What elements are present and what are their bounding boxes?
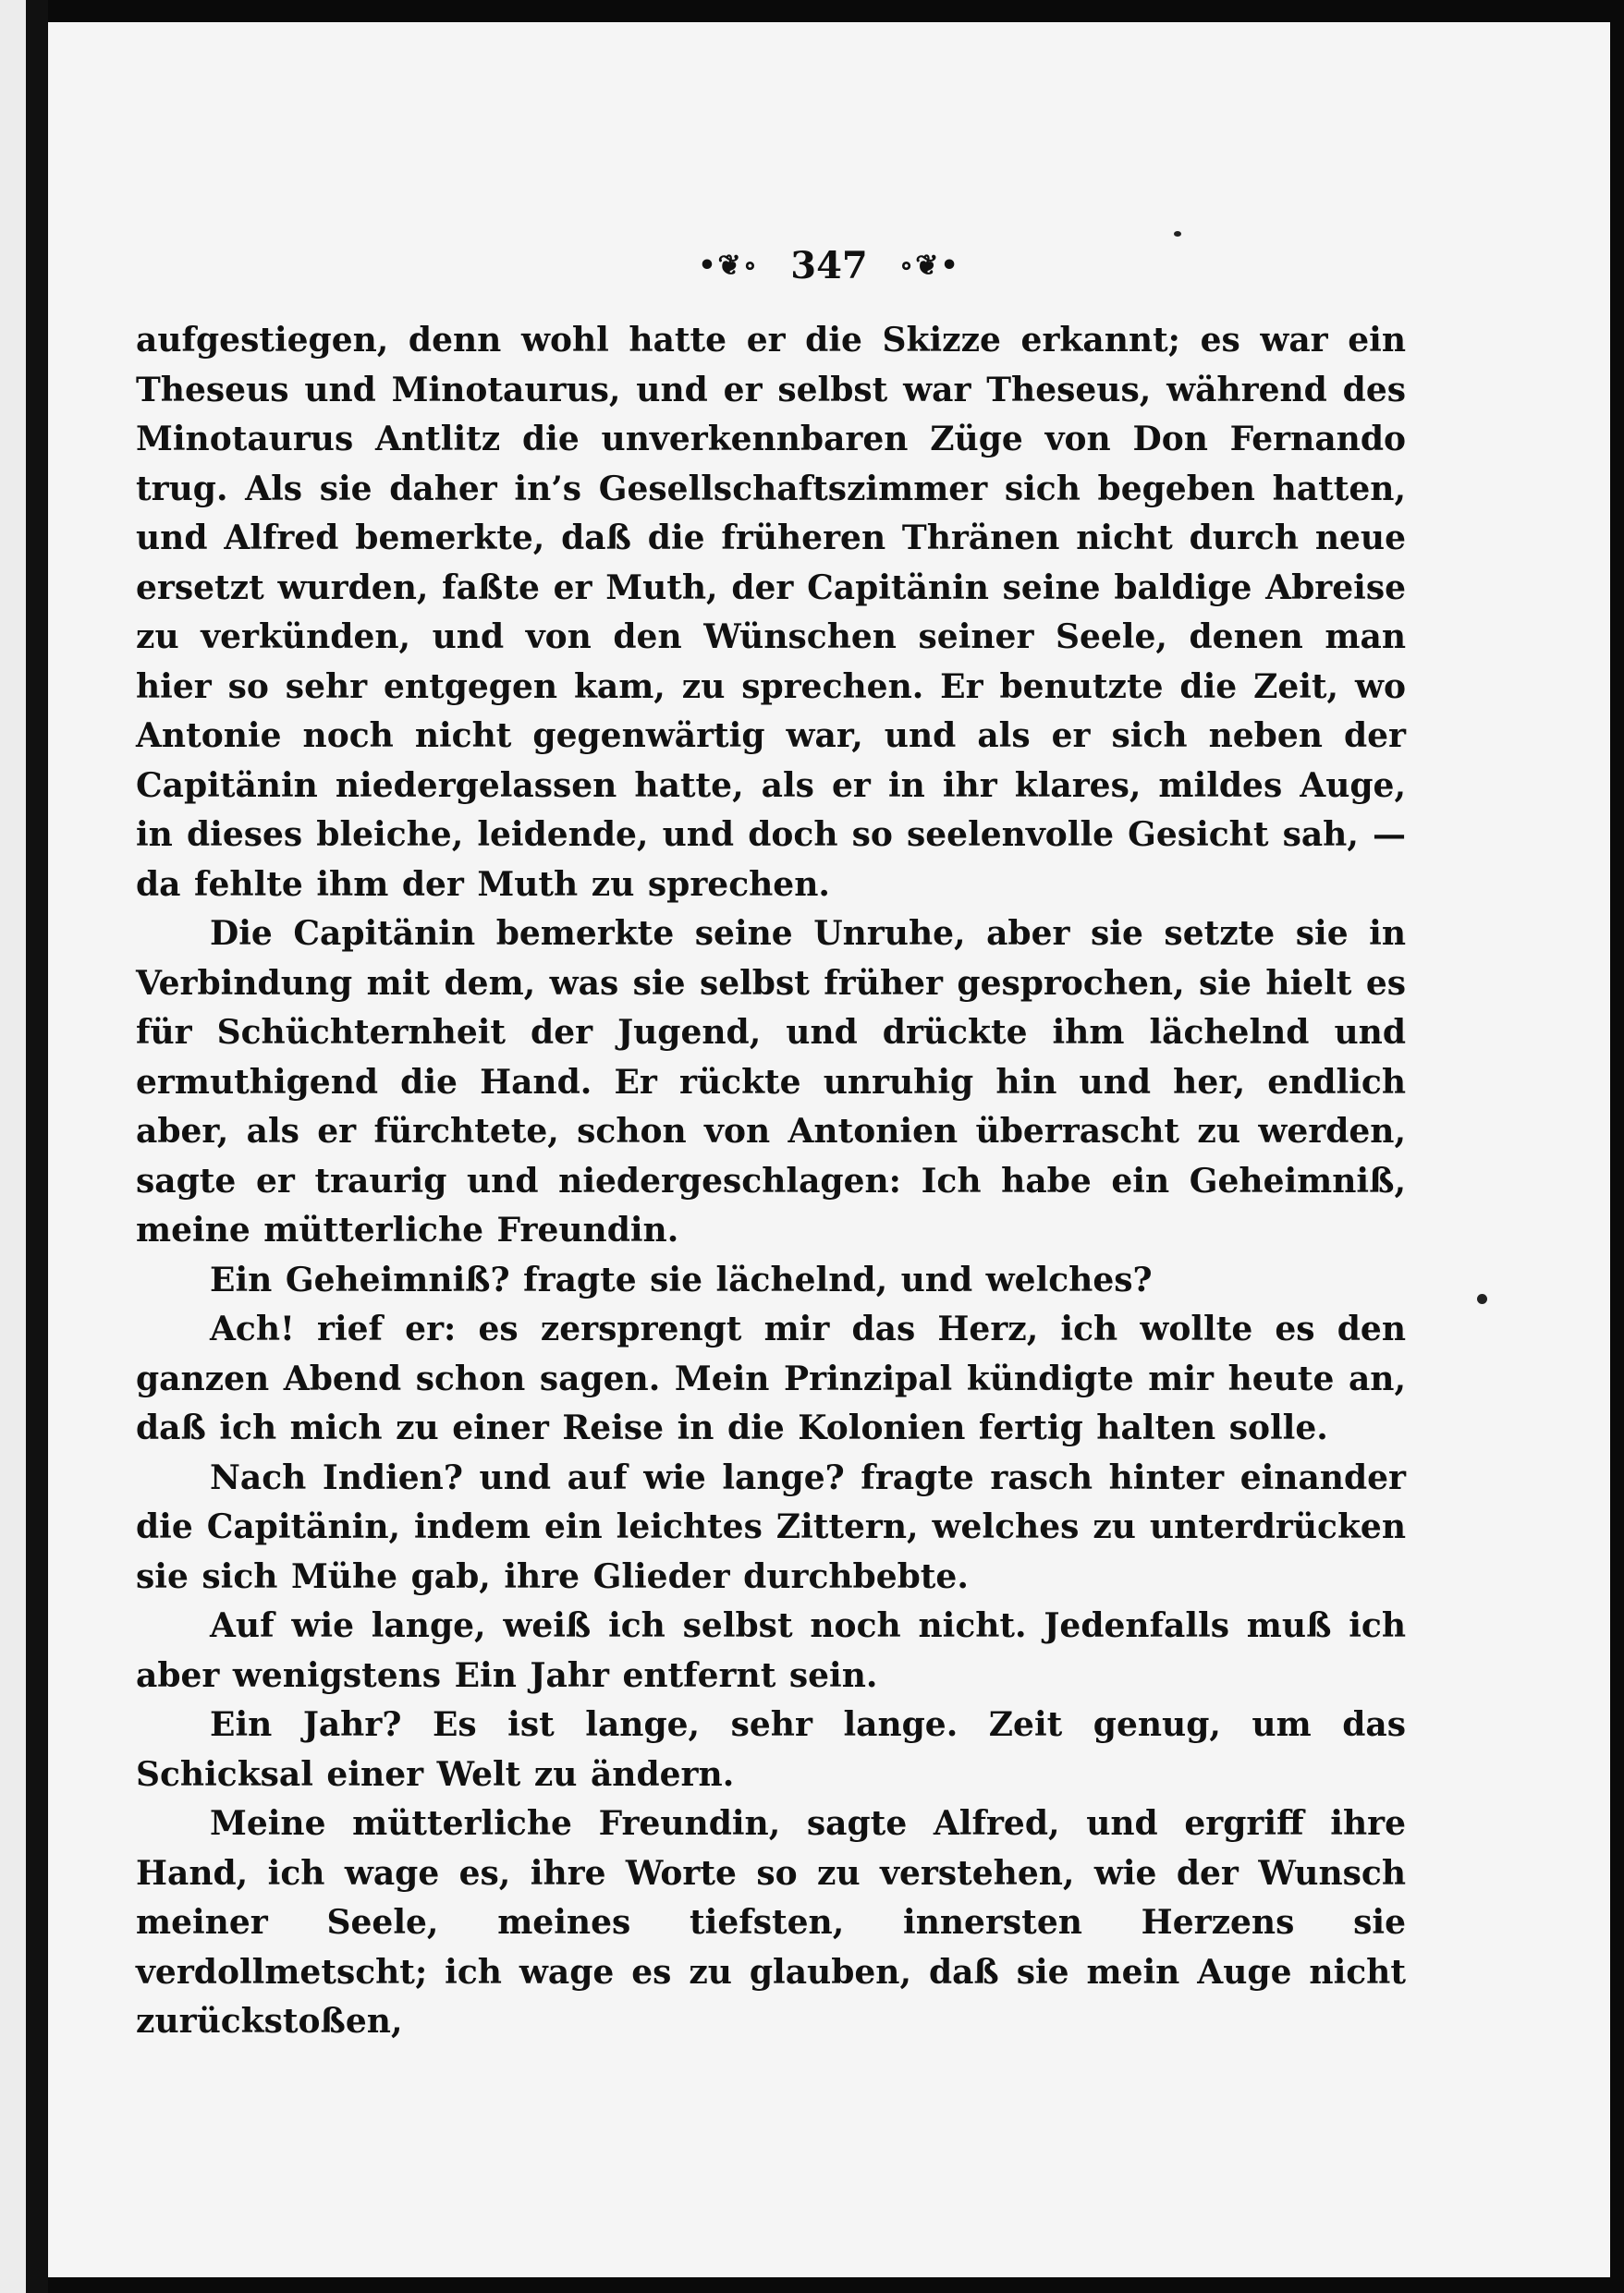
paragraph: Meine mütterliche Freundin, sagte Alfred, und ergriff ihre Hand, ich wage es, ihre Worte so zu verstehen, wie der Wunsch meiner Seele, meines tiefsten, innersten Herzens sie verdollmetscht; ich wage es zu glauben, daß sie mein Auge nicht zurückstoßen, [136,1804,1406,2041]
ink-speck [1477,1294,1487,1304]
previous-page-edge [0,0,26,2293]
page-header [48,244,1610,287]
paragraph: Ein Geheimniß? fragte sie lächelnd, und welches? [210,1260,1153,1299]
paragraph: aufgestiegen, denn wohl hatte er die Skizze erkannt; es war ein Theseus und Minotaurus, und er selbst war Theseus, während des Minotaurus Antlitz die unverkennbaren Züge von Don Fernando trug. Als sie daher in’s Gesellschaftszimmer sich begeben hatten, und Alfred bemerkte, daß die früheren Thränen nicht durch neue ersetzt wurden, faßte er Muth, der Capitänin seine baldige Abreise zu verkünden, und von den Wünschen seiner Seele, denen man hier so sehr entgegen kam, zu sprechen. Er benutzte die Zeit, wo Antonie noch nicht gegenwärtig war, und als er sich neben der Capitänin niedergelassen hatte, als er in ihr klares, mildes Auge, in dieses bleiche, leidende, und doch so seelenvolle Gesicht sah, — da fehlte ihm der Muth zu sprechen. [136,321,1406,904]
paragraph: Auf wie lange, weiß ich selbst noch nicht. Jedenfalls muß ich aber wenigstens Ein Jahr entfernt sein. [136,1606,1406,1695]
paragraph: Die Capitänin bemerkte seine Unruhe, aber sie setzte sie in Verbindung mit dem, was sie selbst früher gesprochen, sie hielt es für Schüchternheit der Jugend, und drückte ihm lächelnd und ermuthigend die Hand. Er rückte unruhig hin und her, endlich aber, als er fürchtete, schon von Antonien überrascht zu werden, sagte er traurig und niedergeschlagen: Ich habe ein Geheimniß, meine mütterliche Freundin. [136,914,1406,1250]
ornament-right-icon: ∘❦• [898,250,960,282]
ink-speck [1174,231,1181,237]
book-page [48,22,1610,2277]
paragraph: Ach! rief er: es zersprengt mir das Herz, ich wollte es den ganzen Abend schon sagen. Mein Prinzipal kündigte mir heute an, daß ich mich zu einer Reise in die Kolonien fertig halten solle. [136,1310,1406,1447]
paragraph: Ein Jahr? Es ist lange, sehr lange. Zeit genug, um das Schicksal einer Welt zu ändern. [136,1705,1406,1794]
body-text [136,316,1406,2047]
ornament-left-icon: •❦∘ [698,250,760,282]
paragraph: Nach Indien? und auf wie lange? fragte rasch hinter einander die Capitänin, indem ein leichtes Zittern, welches zu unterdrücken sie sich Mühe gab, ihre Glieder durchbebte. [136,1458,1406,1596]
page-number: 347 [790,244,868,287]
book-gutter [26,0,48,2293]
